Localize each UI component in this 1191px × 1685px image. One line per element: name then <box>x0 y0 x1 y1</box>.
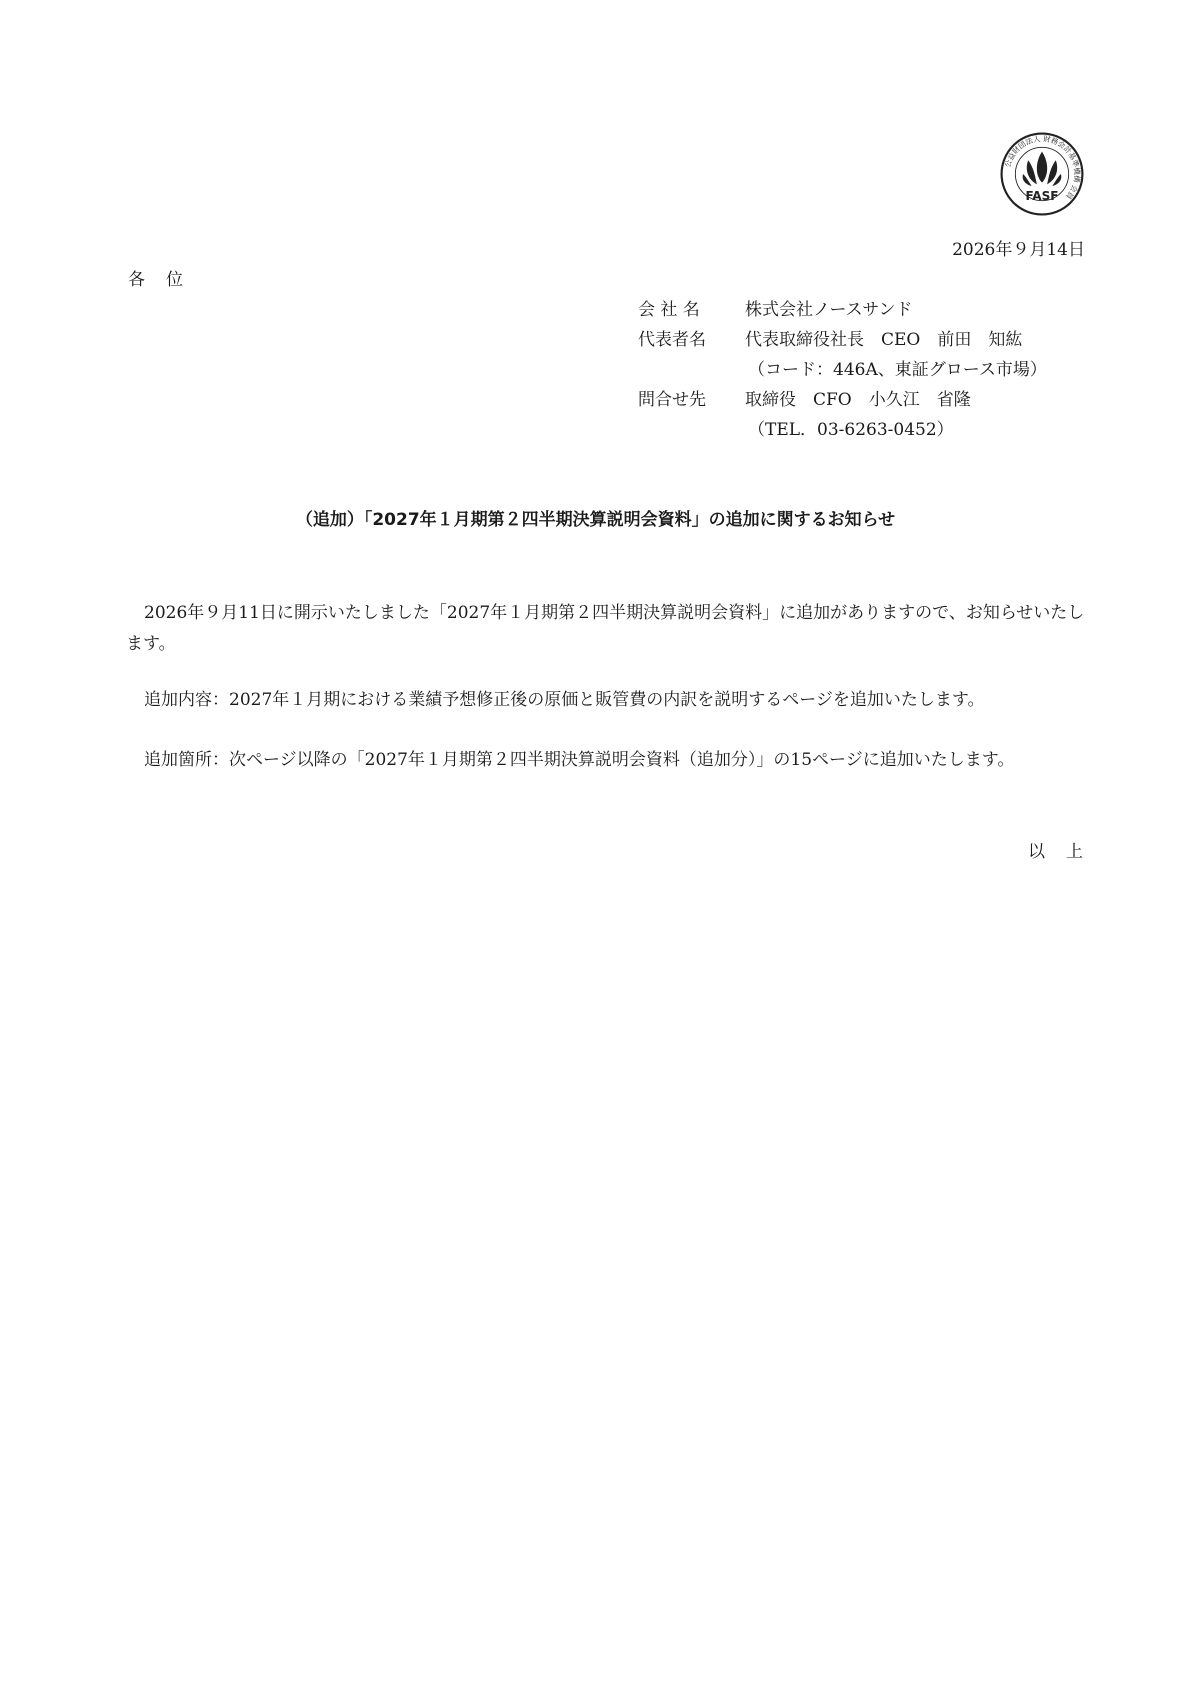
closing-mark: 以 上 <box>1028 842 1085 862</box>
document-date: 2026年９月14日 <box>952 240 1085 260</box>
addressee: 各 位 <box>128 270 185 290</box>
fasf-logo <box>999 131 1085 217</box>
addition-location: 追加箇所：次ページ以降の「2027年１月期第２四半期決算説明会資料（追加分）」の15ページに追加いたします。 <box>144 750 1015 770</box>
representative-label: 代表者名 <box>638 330 706 350</box>
logo-text: FASF <box>1025 188 1059 203</box>
addition-content: 追加内容：2027年１月期における業績予想修正後の原価と販管費の内訳を説明するページを追加いたします。 <box>144 690 985 710</box>
stock-code: （コード：446A、東証グロース市場） <box>748 360 1047 380</box>
representative-value: 代表取締役社長 CEO 前田 知紘 <box>745 330 1023 350</box>
company-name-value: 株式会社ノースサンド <box>745 300 913 320</box>
contact-value: 取締役 CFO 小久江 省隆 <box>745 390 971 410</box>
logo-ring-text: 公益財団法人 財務会計基準機構 会員 <box>1003 134 1082 202</box>
body-paragraph: 2026年９月11日に開示いたしました「2027年１月期第２四半期決算説明会資料」に追加がありますので、お知らせいたします。 <box>126 603 1085 654</box>
company-name-label: 会 社 名 <box>638 300 700 320</box>
contact-tel: （TEL．03-6263-0452） <box>748 420 954 440</box>
contact-label: 問合せ先 <box>638 390 706 410</box>
notice-title: （追加）「2027年１月期第２四半期決算説明会資料」の追加に関するお知らせ <box>295 510 896 530</box>
